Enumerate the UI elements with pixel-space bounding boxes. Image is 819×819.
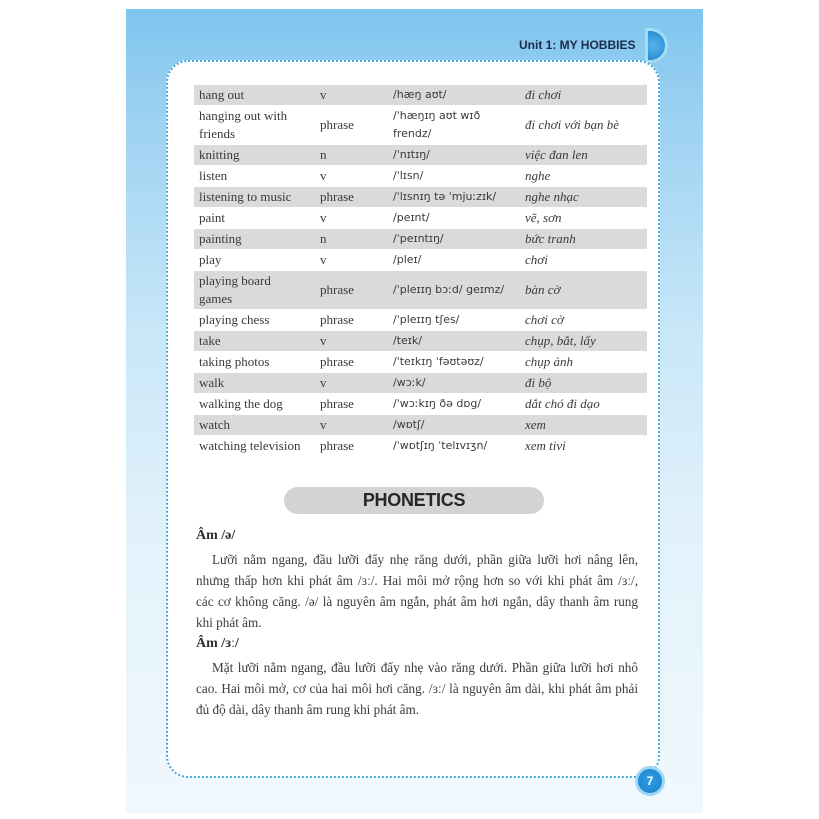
phonetics-body xyxy=(196,525,638,720)
unit-tab-marker-core xyxy=(648,31,665,60)
vocab-pronunciation: /ˈnɪtɪŋ/ xyxy=(393,148,430,161)
vocab-word-type: n xyxy=(320,231,327,246)
vocab-word-type: phrase xyxy=(320,354,354,369)
vocab-word: take xyxy=(199,333,221,348)
vocab-meaning: đi bộ xyxy=(525,375,552,390)
vocab-word-type: phrase xyxy=(320,117,354,132)
vocab-pronunciation: /ˈteɪkɪŋ ˈfəʊtəʊz/ xyxy=(393,355,484,368)
vocab-row xyxy=(194,106,647,145)
vocab-meaning: dắt chó đi dạo xyxy=(525,396,600,411)
vocab-meaning: chụp, bắt, lấy xyxy=(525,333,596,348)
vocab-word-type: phrase xyxy=(320,396,354,411)
vocab-row xyxy=(194,415,647,436)
vocab-word: playing board games xyxy=(199,273,271,306)
vocab-word-type: phrase xyxy=(320,189,354,204)
vocab-word-type: phrase xyxy=(320,312,354,327)
vocab-word-type: v xyxy=(320,333,327,348)
sound-title: Âm /ə/ xyxy=(196,528,236,543)
vocab-row xyxy=(194,436,647,457)
vocab-pronunciation: /ˈhæŋɪŋ aʊt wɪð frendz/ xyxy=(393,109,481,140)
vocab-row xyxy=(194,166,647,187)
vocab-pronunciation: /ˈlɪsnɪŋ tə ˈmjuːzɪk/ xyxy=(393,190,497,203)
sound-title: Âm /ɜː/ xyxy=(196,636,239,651)
unit-header-title: Unit 1: MY HOBBIES xyxy=(519,38,636,52)
vocab-word: paint xyxy=(199,210,225,225)
vocab-row xyxy=(194,271,647,310)
vocab-meaning: bức tranh xyxy=(525,231,576,246)
vocab-word: hanging out with friends xyxy=(199,108,288,141)
vocab-row xyxy=(194,310,647,331)
vocab-word-type: v xyxy=(320,87,327,102)
paragraph-line: Lưỡi nằm ngang, đầu lưỡi đẩy nhẹ răng dưới, phần giữa lưỡi hơi nâng lên, xyxy=(212,552,638,567)
vocab-pronunciation: /teɪk/ xyxy=(393,334,422,347)
vocab-word: painting xyxy=(199,231,242,246)
vocab-meaning: xem xyxy=(525,417,546,432)
vocab-row xyxy=(194,187,647,208)
paragraph-line: khi phát âm. xyxy=(196,615,262,630)
vocab-word: listen xyxy=(199,168,228,183)
vocab-word-type: v xyxy=(320,417,327,432)
vocab-pronunciation: /ˈlɪsn/ xyxy=(393,169,424,182)
vocab-word: watch xyxy=(199,417,231,432)
vocab-word: play xyxy=(199,252,222,267)
vocab-meaning: đi chơi với bạn bè xyxy=(525,117,620,132)
vocab-word: walking the dog xyxy=(199,396,283,411)
vocab-row xyxy=(194,331,647,352)
vocab-word: walk xyxy=(199,375,225,390)
vocab-pronunciation: /pleɪ/ xyxy=(393,253,422,266)
vocab-meaning: nghe xyxy=(525,168,551,183)
paragraph-line: cao. Hai môi mở, cơ của hai môi hơi căng. /ɜː/ là nguyên âm dài, khi phát âm phải xyxy=(196,681,638,696)
vocab-pronunciation: /hæŋ aʊt/ xyxy=(393,88,447,101)
vocab-row xyxy=(194,145,647,166)
vocab-pronunciation: /ˈpleɪɪŋ tʃes/ xyxy=(393,313,460,326)
vocab-word: listening to music xyxy=(199,189,292,204)
page-number-badge: 7 xyxy=(635,766,665,796)
vocab-pronunciation: /wɔːk/ xyxy=(393,376,426,389)
vocab-meaning: chụp ảnh xyxy=(525,354,574,369)
vocab-word: hang out xyxy=(199,87,245,102)
paragraph-line: Mặt lưỡi nằm ngang, đầu lưỡi đẩy nhẹ vào răng dưới. Phần giữa lưỡi hơi nhô xyxy=(212,660,638,675)
vocab-word-type: v xyxy=(320,375,327,390)
vocab-word-type: v xyxy=(320,252,327,267)
vocab-word-type: phrase xyxy=(320,438,354,453)
vocab-pronunciation: /ˈwɔːkɪŋ ðə dɒg/ xyxy=(393,397,482,410)
vocab-meaning: xem tivi xyxy=(525,438,566,453)
vocab-word: watching television xyxy=(199,438,301,453)
vocab-row xyxy=(194,229,647,250)
vocab-meaning: nghe nhạc xyxy=(525,189,579,204)
vocab-row xyxy=(194,352,647,373)
vocabulary-table xyxy=(194,85,647,457)
vocab-row xyxy=(194,208,647,229)
vocab-meaning: bàn cờ xyxy=(525,282,561,297)
vocab-word: taking photos xyxy=(199,354,270,369)
vocab-pronunciation: /peɪnt/ xyxy=(393,211,430,224)
vocab-pronunciation: /ˈwɒtʃɪŋ ˈtelɪvɪʒn/ xyxy=(393,439,488,452)
phonetics-heading: PHONETICS xyxy=(284,487,544,514)
vocab-row xyxy=(194,250,647,271)
vocab-word-type: phrase xyxy=(320,282,354,297)
vocab-row xyxy=(194,394,647,415)
vocab-word-type: n xyxy=(320,147,327,162)
vocab-pronunciation: /ˈpleɪɪŋ bɔːd/ geɪmz/ xyxy=(393,283,505,296)
vocab-meaning: việc đan len xyxy=(525,147,588,162)
vocab-word-type: v xyxy=(320,210,327,225)
vocab-meaning: chơi xyxy=(525,252,548,267)
paragraph-line: đủ độ dài, dây thanh âm rung khi phát âm. xyxy=(196,702,420,717)
vocab-word-type: v xyxy=(320,168,327,183)
vocab-pronunciation: /wɒtʃ/ xyxy=(393,418,425,431)
vocab-meaning: chơi cờ xyxy=(525,312,564,327)
vocab-word: knitting xyxy=(199,147,240,162)
vocab-pronunciation: /ˈpeɪntɪŋ/ xyxy=(393,232,444,245)
vocab-word: playing chess xyxy=(199,312,270,327)
paragraph-line: nhưng thấp hơn khi phát âm /ɜː/. Hai môi mở rộng hơn so với khi phát âm /ɜː/, xyxy=(196,573,638,588)
vocab-meaning: đi chơi xyxy=(525,87,562,102)
paragraph-line: các cơ không căng. /ə/ là nguyên âm ngắn, phát âm hơi ngắn, dây thanh âm rung xyxy=(196,594,638,609)
vocab-meaning: vẽ, sơn xyxy=(525,210,562,225)
vocab-row xyxy=(194,85,647,106)
vocab-row xyxy=(194,373,647,394)
